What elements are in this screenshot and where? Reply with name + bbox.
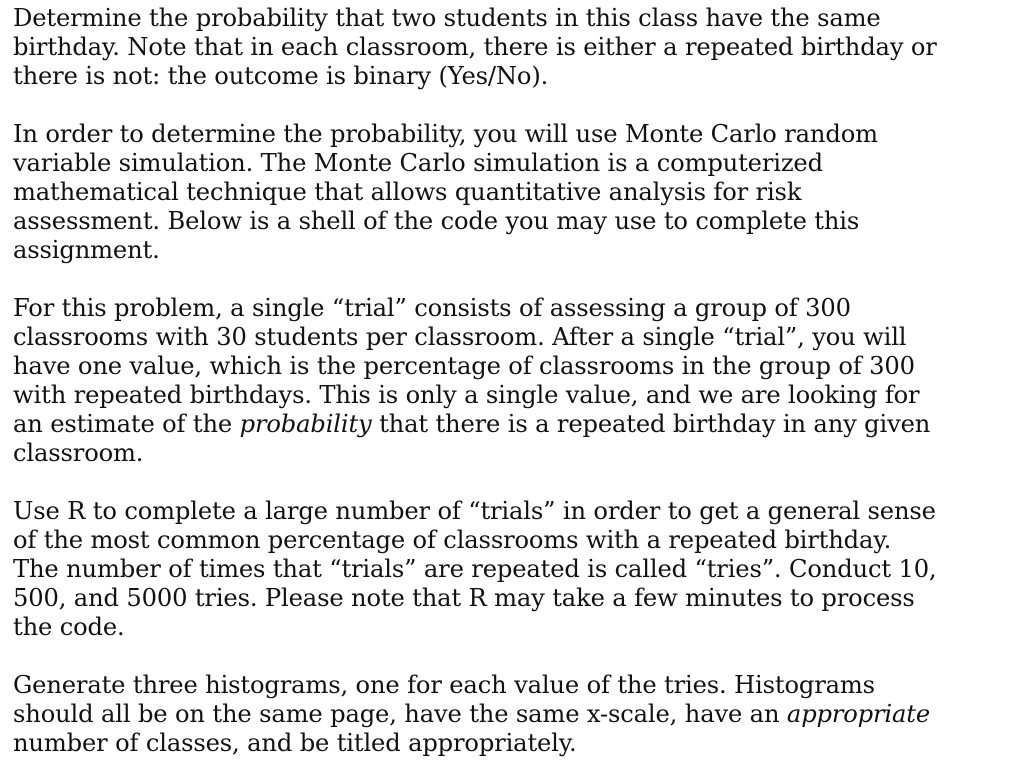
paragraph-text: For this problem, a single “trial” consists of assessing a group of 300 classrooms with 30 students per classroom. After a single “trial”, you will have one value, which is the percentage of classrooms in the group of 300 with repeated birthdays. This is only a single value, and we are looking for an estimate of the: [13, 294, 920, 438]
paragraph-problem-statement: [13, 4, 1013, 91]
paragraph-text: Generate three histograms, one for each value of the tries. Histograms should all be on the same page, have the same x-scale, have an: [13, 671, 875, 728]
paragraph-tries-instructions: [13, 497, 1013, 642]
paragraph-monte-carlo: [13, 120, 1013, 265]
paragraph-text: Determine the probability that two students in this class have the same birthday. Note that in each classroom, there is either a repeated birthday or there is not: the outcome is binary (Yes/No).: [13, 4, 937, 90]
paragraph-text: In order to determine the probability, you will use Monte Carlo random variable simulation. The Monte Carlo simulation is a computerized mathematical technique that allows quantitative analysis for risk assessment. Below is a shell of the code you may use to complete this assignment.: [13, 120, 878, 264]
paragraph-text: number of classes, and be titled appropriately.: [13, 729, 577, 757]
paragraph-text: Use R to complete a large number of “trials” in order to get a general sense of the most common percentage of classrooms with a repeated birthday. The number of times that “trials” are repeated is called “tries”. Conduct 10, 500, and 5000 tries. Please note that R may take a few minutes to process the code.: [13, 497, 937, 641]
paragraph-histogram-instructions: [13, 671, 1013, 758]
document-body: [13, 0, 1013, 758]
paragraph-text: that there is a repeated birthday in any given classroom.: [13, 410, 931, 467]
paragraph-trial-definition: [13, 294, 1013, 468]
emphasis-probability: probability: [239, 410, 372, 438]
emphasis-appropriate: appropriate: [786, 700, 931, 728]
